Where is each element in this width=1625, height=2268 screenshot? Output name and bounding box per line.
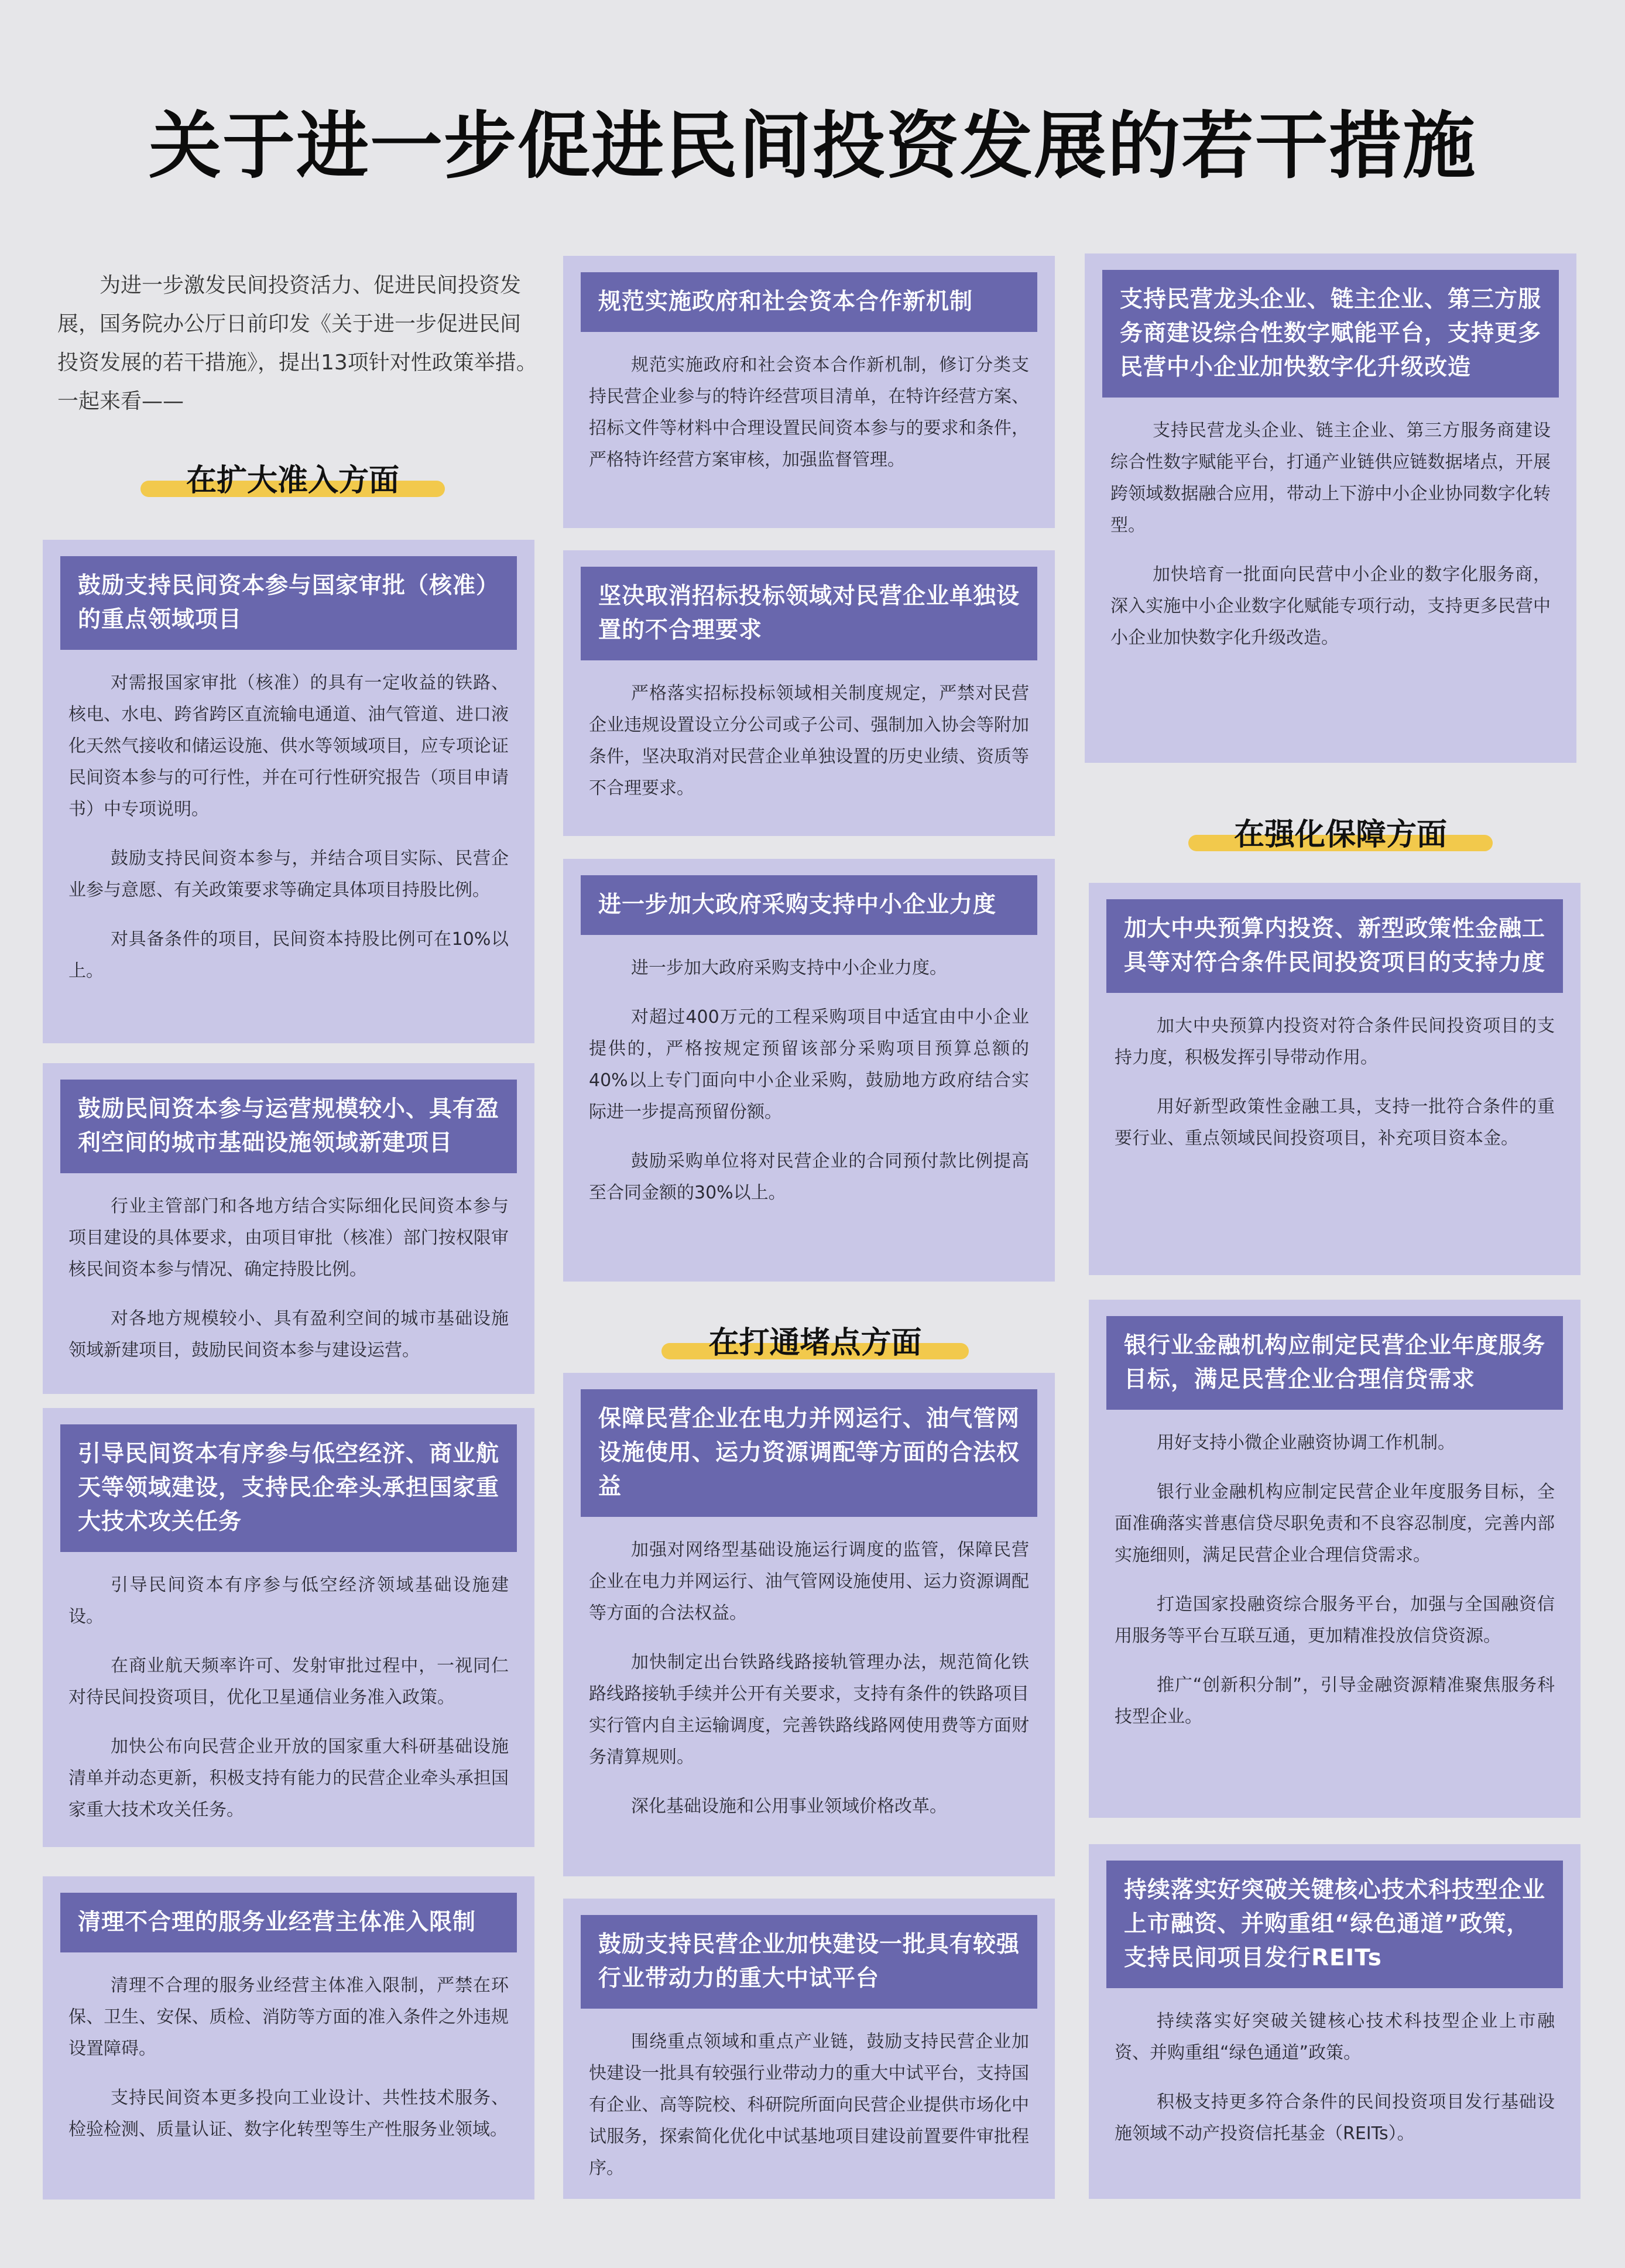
card-paragraph: 加快制定出台铁路线路接轨管理办法，规范简化铁路线路接轨手续并公开有关要求，支持有条件的铁路项目实行管内自主运输调度，完善铁路线路网使用费等方面财务清算规则。 <box>589 1652 1029 1767</box>
card-title: 保障民营企业在电力并网运行、油气管网设施使用、运力资源调配等方面的合法权益 <box>581 1389 1037 1517</box>
card-paragraph: 加快培育一批面向民营中小企业的数字化服务商，深入实施中小企业数字化赋能专项行动，支持更多民营中小企业加快数字化升级改造。 <box>1110 564 1551 648</box>
card-title: 鼓励支持民间资本参与国家审批（核准）的重点领域项目 <box>60 556 517 650</box>
card-title: 支持民营龙头企业、链主企业、第三方服务商建设综合性数字赋能平台，支持更多民营中小企业加快数字化升级改造 <box>1102 270 1559 398</box>
card-title: 鼓励支持民营企业加快建设一批具有较强行业带动力的重大中试平台 <box>581 1915 1037 2009</box>
card-pilot-platforms <box>563 1899 1055 2199</box>
intro-text: 为进一步激发民间投资活力、促进民间投资发展，国务院办公厅日前印发《关于进一步促进民间投资发展的若干措施》，提出13项针对性政策举措。一起来看—— <box>57 273 537 413</box>
card-title: 进一步加大政府采购支持中小企业力度 <box>581 875 1037 935</box>
card-paragraph: 深化基础设施和公用事业领域价格改革。 <box>631 1796 947 1817</box>
card-paragraph: 持续落实好突破关键核心技术科技型企业上市融资、并购重组“绿色通道”政策。 <box>1115 2011 1555 2063</box>
card-paragraph: 引导民间资本有序参与低空经济领域基础设施建设。 <box>68 1575 509 1627</box>
card-paragraph: 银行业金融机构应制定民营企业年度服务目标，全面准确落实普惠信贷尽职免责和不良容忍制度，完善内部实施细则，满足民营企业合理信贷需求。 <box>1115 1482 1555 1565</box>
card-paragraph: 在商业航天频率许可、发射审批过程中，一视同仁对待民间投资项目，优化卫星通信业务准入政策。 <box>68 1656 509 1708</box>
card-title: 规范实施政府和社会资本合作新机制 <box>581 272 1037 332</box>
card-paragraph: 进一步加大政府采购支持中小企业力度。 <box>631 958 947 978</box>
card-title: 持续落实好突破关键核心技术科技型企业上市融资、并购重组“绿色通道”政策，支持民间项目发行REITs <box>1106 1861 1563 1988</box>
card-paragraph: 对具备条件的项目，民间资本持股比例可在10%以上。 <box>68 929 509 981</box>
section-bottleneck <box>661 1316 969 1363</box>
card-key-project-participation <box>43 540 534 1043</box>
card-title: 银行业金融机构应制定民营企业年度服务目标，满足民营企业合理信贷需求 <box>1106 1316 1563 1410</box>
section-support <box>1188 808 1493 855</box>
card-low-altitude-aerospace <box>43 1408 534 1847</box>
page-title: 关于进一步促进民间投资发展的若干措施 <box>148 104 1476 189</box>
card-paragraph: 清理不合理的服务业经营主体准入限制，严禁在环保、卫生、安保、质检、消防等方面的准入条件之外违规设置障碍。 <box>68 1975 509 2059</box>
section-label: 在打通堵点方面 <box>708 1325 922 1361</box>
card-paragraph: 鼓励支持民间资本参与，并结合项目实际、民营企业参与意愿、有关政策要求等确定具体项目持股比例。 <box>68 848 509 900</box>
card-paragraph: 对需报国家审批（核准）的具有一定收益的铁路、核电、水电、跨省跨区直流输电通道、油气管道、进口液化天然气接收和储运设施、供水等领域项目，应专项论证民间资本参与的可行性，并在可行性研究报告（项目申请书）中专项说明。 <box>68 673 509 820</box>
card-ppp-mechanism <box>563 256 1055 528</box>
card-paragraph: 加大中央预算内投资对符合条件民间投资项目的支持力度，积极发挥引导带动作用。 <box>1115 1016 1555 1068</box>
section-label: 在强化保障方面 <box>1233 817 1447 852</box>
card-paragraph: 加快公布向民营企业开放的国家重大科研基础设施清单并动态更新，积极支持有能力的民营企业牵头承担国家重大技术攻关任务。 <box>68 1736 509 1820</box>
card-title: 引导民间资本有序参与低空经济、商业航天等领域建设，支持民企牵头承担国家重大技术攻关任务 <box>60 1424 517 1552</box>
section-market-access <box>140 454 445 501</box>
section-label: 在扩大准入方面 <box>186 462 399 498</box>
card-paragraph: 鼓励采购单位将对民营企业的合同预付款比例提高至合同金额的30%以上。 <box>589 1151 1029 1203</box>
card-bank-service-targets <box>1089 1300 1581 1818</box>
card-digital-empowerment <box>1085 253 1576 763</box>
card-title: 清理不合理的服务业经营主体准入限制 <box>60 1893 517 1952</box>
card-paragraph: 用好新型政策性金融工具，支持一批符合条件的重要行业、重点领域民间投资项目，补充项目资本金。 <box>1115 1097 1555 1149</box>
card-paragraph: 对各地方规模较小、具有盈利空间的城市基础设施领域新建项目，鼓励民间资本参与建设运营。 <box>68 1308 509 1361</box>
card-title: 坚决取消招标投标领域对民营企业单独设置的不合理要求 <box>581 567 1037 660</box>
card-paragraph: 对超过400万元的工程采购项目中适宜由中小企业提供的，严格按规定预留该部分采购项目预算总额的40%以上专门面向中小企业采购，鼓励地方政府结合实际进一步提高预留份额。 <box>589 1007 1029 1122</box>
card-service-access-restrictions <box>43 1876 534 2200</box>
card-paragraph: 行业主管部门和各地方结合实际细化民间资本参与项目建设的具体要求，由项目审批（核准）部门按权限审核民间资本参与情况、确定持股比例。 <box>68 1196 509 1280</box>
card-paragraph: 规范实施政府和社会资本合作新机制，修订分类支持民营企业参与的特许经营项目清单，在特许经营方案、招标文件等材料中合理设置民间资本参与的要求和条件，严格特许经营方案审核，加强监督管理。 <box>589 355 1029 470</box>
card-paragraph: 严格落实招标投标领域相关制度规定，严禁对民营企业违规设置设立分公司或子公司、强制加入协会等附加条件，坚决取消对民营企业单独设置的历史业绩、资质等不合理要求。 <box>589 683 1029 799</box>
card-grid-pipeline-rights <box>563 1373 1055 1876</box>
card-paragraph: 打造国家投融资综合服务平台，加强与全国融资信用服务等平台互联互通，更加精准投放信贷资源。 <box>1115 1594 1555 1646</box>
card-paragraph: 推广“创新积分制”，引导金融资源精准聚焦服务科技型企业。 <box>1115 1675 1555 1727</box>
card-title: 鼓励民间资本参与运营规模较小、具有盈利空间的城市基础设施领域新建项目 <box>60 1080 517 1173</box>
card-paragraph: 用好支持小微企业融资协调工作机制。 <box>1157 1433 1455 1453</box>
card-government-procurement <box>563 859 1055 1282</box>
card-green-channel-reits <box>1089 1844 1581 2199</box>
card-paragraph: 支持民营龙头企业、链主企业、第三方服务商建设综合性数字赋能平台，打通产业链供应链数据堵点，开展跨领域数据融合应用，带动上下游中小企业协同数字化转型。 <box>1110 420 1551 536</box>
card-paragraph: 支持民间资本更多投向工业设计、共性技术服务、检验检测、质量认证、数字化转型等生产性服务业领域。 <box>68 2088 509 2140</box>
card-title: 加大中央预算内投资、新型政策性金融工具等对符合条件民间投资项目的支持力度 <box>1106 899 1563 993</box>
card-paragraph: 围绕重点领域和重点产业链，鼓励支持民营企业加快建设一批具有较强行业带动力的重大中试平台，支持国有企业、高等院校、科研院所面向民营企业提供市场化中试服务，探索简化优化中试基地项目建设前置要件审批程序。 <box>589 2031 1029 2178</box>
card-central-budget-investment <box>1089 883 1581 1275</box>
card-bidding-requirements <box>563 550 1055 836</box>
card-paragraph: 加强对网络型基础设施运行调度的监管，保障民营企业在电力并网运行、油气管网设施使用、运力资源调配等方面的合法权益。 <box>589 1540 1029 1623</box>
card-paragraph: 积极支持更多符合条件的民间投资项目发行基础设施领域不动产投资信托基金（REITs）。 <box>1115 2092 1555 2144</box>
card-urban-infrastructure <box>43 1063 534 1394</box>
